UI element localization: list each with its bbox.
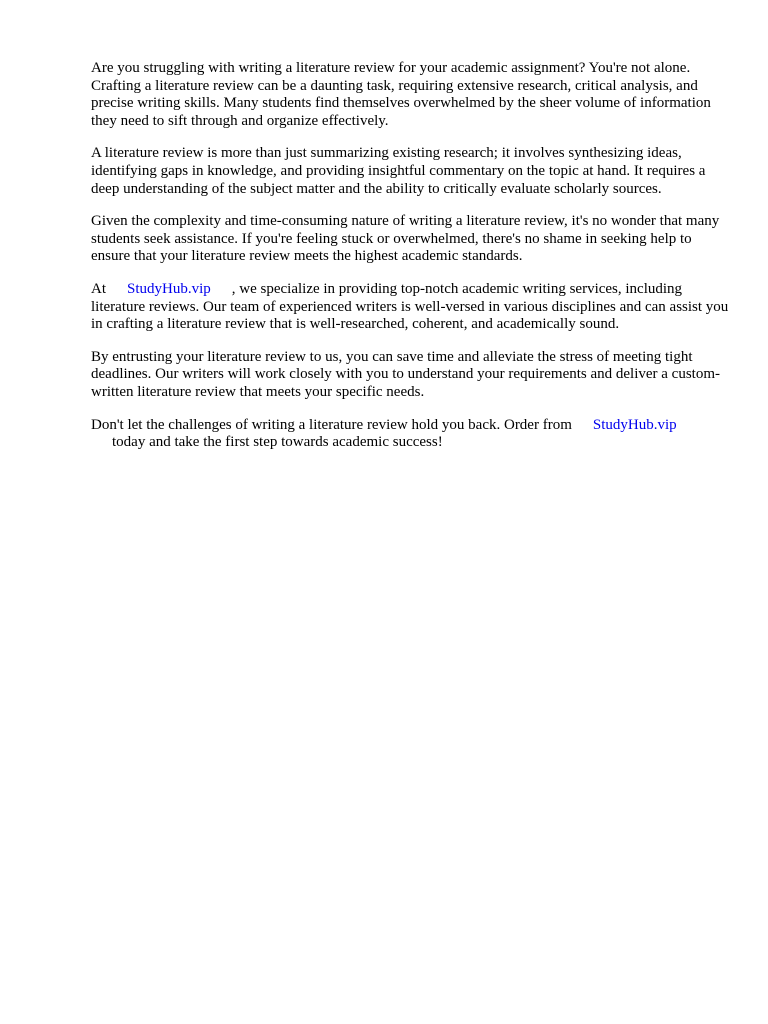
paragraph-definition: A literature review is more than just summarizing existing research; it involves synthesizing ideas, identifying gaps in knowledge, and providing insightful commentary on the topic at hand. It requires a deep understanding of the subject matter and the ability to critically evaluate scholarly sources. [91, 145, 706, 197]
paragraph-call-to-action [91, 417, 731, 452]
paragraph-benefits: By entrusting your literature review to us, you can save time and alleviate the stress of meeting tight deadlines. Our writers will work closely with you to understand your requirements and deliver a custom-written literature review that meets your specific needs. [91, 348, 721, 400]
paragraph-cta-rest: today and take the first step towards academic success! [112, 434, 443, 451]
studyhub-link[interactable]: StudyHub.vip [127, 280, 211, 297]
paragraph-services-rest: , we specialize in providing top-notch academic writing services, including literature reviews. Our team of experienced writers is well-versed in various disciplines and can assist you in crafting a literature review that is well-researched, coherent, and academically sound. [91, 280, 729, 333]
paragraph-cta-lead: Don't let the challenges of writing a literature review hold you back. Order from [91, 416, 572, 433]
document-body [91, 60, 731, 467]
paragraph-services [91, 281, 731, 334]
paragraph-complexity: Given the complexity and time-consuming nature of writing a literature review, it's no wonder that many students seek assistance. If you're feeling stuck or overwhelmed, there's no shame in seeking help to ensure that your literature review meets the highest academic standards. [91, 213, 720, 265]
paragraph-services-lead: At [91, 280, 106, 297]
paragraph-intro: Are you struggling with writing a literature review for your academic assignment? You're not alone. Crafting a literature review can be a daunting task, requiring extensive research, critical analysis, and precise writing skills. Many students find themselves overwhelmed by the sheer volume of information they need to sift through and organize effectively. [91, 60, 711, 129]
studyhub-order-link[interactable]: StudyHub.vip [592, 416, 677, 433]
